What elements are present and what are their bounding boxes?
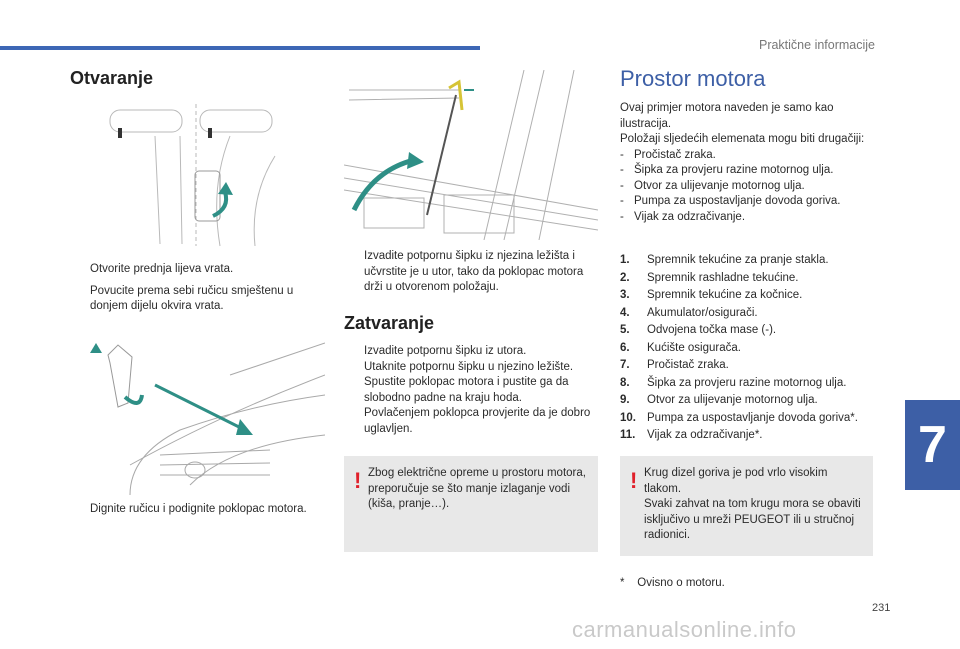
- warning-box-water: [344, 456, 598, 552]
- close-step: Utaknite potpornu šipku u njezino ležište.: [364, 360, 574, 373]
- step-open-door: Otvorite prednja lijeva vrata.: [90, 263, 234, 275]
- numbered-list: [620, 252, 880, 445]
- top-accent-bar: [0, 46, 480, 50]
- list-item: 3. Spremnik tekućine za kočnice.: [620, 289, 803, 301]
- watermark: carmanualsonline.info: [572, 617, 797, 642]
- closing-title: Zatvaranje: [344, 313, 435, 333]
- intro-text: Ovaj primjer motora naveden je samo kao ilustracija.: [620, 102, 834, 130]
- engine-bay-title: Prostor motora: [620, 66, 766, 91]
- step-fix-rod: Izvadite potpornu šipku iz njezina ležišta i učvrstite je u utor, tako da poklopac motora drži u otvorenom položaju.: [364, 250, 584, 293]
- dash-item: - Pročistač zraka.: [620, 148, 716, 161]
- dash-item: - Pumpa za uspostavljanje dovoda goriva.: [620, 195, 841, 207]
- warning-text: Krug dizel goriva je pod vrlo visokim tlakom.: [644, 467, 828, 495]
- warning-icon: !: [354, 468, 362, 493]
- dash-item: - Otvor za ulijevanje motornog ulja.: [620, 179, 805, 192]
- list-item: 11. Vijak za odzračivanje*.: [620, 429, 763, 441]
- list-item: 9. Otvor za ulijevanje motornog ulja.: [620, 394, 818, 406]
- support-rod-illustration: [344, 70, 598, 240]
- warning-text: Zbog električne opreme u prostoru motora, preporučuje se što manje izlaganje vodi (kiša, pranje…).: [368, 467, 586, 510]
- footnote: * Ovisno o motoru.: [620, 577, 725, 589]
- dash-item: - Šipka za provjeru razine motornog ulja.: [620, 164, 834, 176]
- intro-text-2: Položaji sljedećih elemenata mogu biti drugačiji:: [620, 133, 865, 145]
- list-item: 1. Spremnik tekućine za pranje stakla.: [620, 254, 829, 266]
- chapter-tab: 7: [905, 400, 960, 490]
- step-lift-hood: Dignite ručicu i podignite poklopac motora.: [90, 503, 307, 515]
- list-item: 8. Šipka za provjeru razine motornog ulja.: [620, 376, 847, 389]
- page-number: 231: [872, 602, 891, 614]
- list-item: 2. Spremnik rashladne tekućine.: [620, 271, 799, 284]
- warning-text-2: Svaki zahvat na tom krugu mora se obaviti isključivo u mreži PEUGEOT ili u stručnoj radionici.: [644, 498, 861, 541]
- warning-icon: !: [630, 468, 638, 493]
- section-header: Praktične informacije: [758, 38, 875, 52]
- list-item: 7. Pročistač zraka.: [620, 359, 729, 371]
- list-item: 6. Kućište osigurača.: [620, 341, 741, 354]
- warning-box-diesel: [620, 456, 873, 556]
- close-step: Spustite poklopac motora i pustite ga da slobodno padne na kraju hoda.: [364, 376, 569, 404]
- close-step: Izvadite potpornu šipku iz utora.: [364, 345, 527, 357]
- dash-item: - Vijak za odzračivanje.: [620, 210, 746, 223]
- close-step: Povlačenjem poklopca provjerite da je dobro uglavljen.: [364, 407, 591, 435]
- list-item: 10. Pumpa za uspostavljanje dovoda goriva*.: [620, 411, 858, 424]
- list-item: 5. Odvojena točka mase (-).: [620, 324, 777, 336]
- door-lever-illustration: [70, 96, 325, 248]
- step-pull-lever: Povucite prema sebi ručicu smještenu u donjem dijelu okvira vrata.: [90, 284, 294, 312]
- hood-lift-illustration: [70, 335, 325, 495]
- opening-title: Otvaranje: [70, 68, 154, 88]
- list-item: 4. Akumulator/osigurači.: [620, 306, 758, 319]
